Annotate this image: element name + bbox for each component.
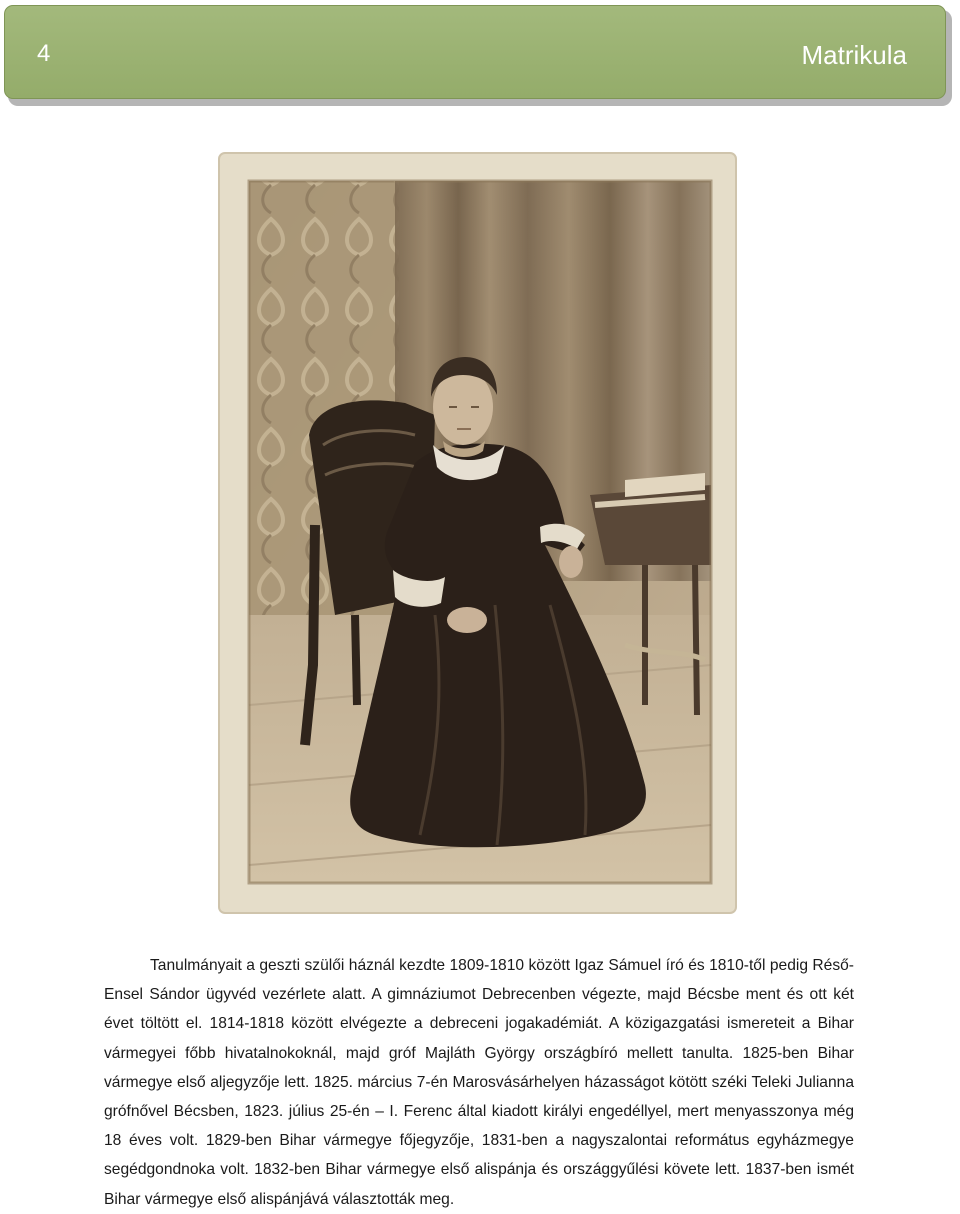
page-number: 4 [37, 40, 51, 67]
page-header [4, 5, 946, 99]
header-title: Matrikula [801, 40, 907, 70]
body-paragraph: Tanulmányait a geszti szülői háznál kezdte 1809-1810 között Igaz Sámuel író és 1810-től pedig Réső-Ensel Sándor ügyvéd vezérlete alatt. A gimnáziumot Debrecenben végezte, majd Bécsbe ment és ott két évet töltött el. 1814-1818 között elvégezte a debreceni jogakadémiát. A közigazgatási ismereteit a Bihar vármegyei főbb hivatalnokoknál, majd gróf Majláth György országbíró mellett tanulta. 1825-ben Bihar vármegye első aljegyzője lett. 1825. március 7-én Marosvásárhelyen házasságot kötött széki Teleki Julianna grófnővel Bécsben, 1823. július 25-én – I. Ferenc által kiadott királyi engedéllyel, mert menyasszonya még 18 éves volt. 1829-ben Bihar vármegye főjegyzője, 1831-ben a nagyszalontai református egyházmegye segédgondnoka volt. 1832-ben Bihar vármegye első alispánja és országgyűlési követe lett. 1837-ben ismét Bihar vármegye első alispánjává választották meg. [104, 957, 854, 1208]
portrait-photograph [205, 145, 750, 920]
